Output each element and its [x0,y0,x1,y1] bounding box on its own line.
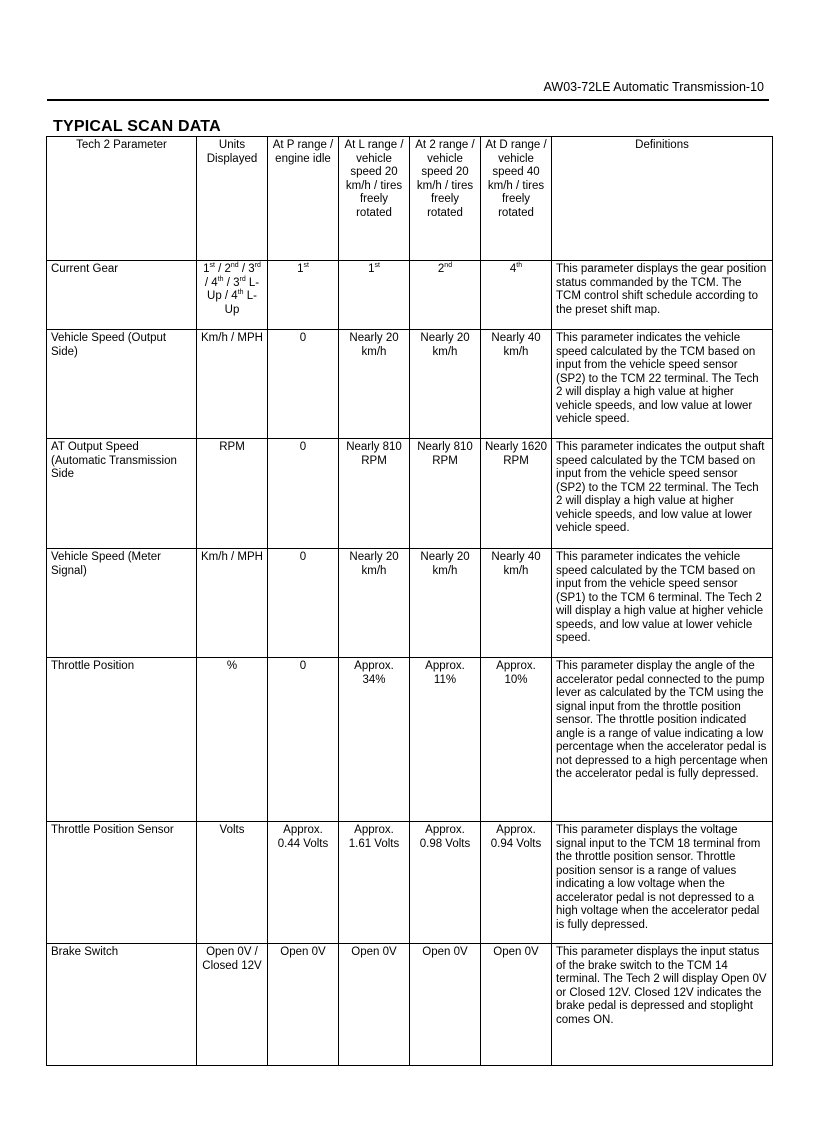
cell-2: Open 0V [410,944,481,1066]
col-header-definitions: Definitions [552,137,773,261]
col-header-2-range: At 2 range / vehicle speed 20 km/h / tires freely rotated [410,137,481,261]
cell-p: 0 [268,658,339,822]
cell-p: 0 [268,330,339,439]
cell-parameter: Vehicle Speed (Meter Signal) [47,549,197,658]
section-title: TYPICAL SCAN DATA [53,118,221,135]
table-row [47,822,773,944]
cell-parameter: Throttle Position Sensor [47,822,197,944]
cell-definition: This parameter displays the gear position status commanded by the TCM. The TCM control shift schedule according to the preset shift map. [552,261,773,330]
cell-d: Approx. 0.94 Volts [481,822,552,944]
cell-units: Km/h / MPH [197,330,268,439]
cell-l: 1st [339,261,410,330]
cell-2: Approx. 0.98 Volts [410,822,481,944]
cell-p: 1st [268,261,339,330]
cell-units: % [197,658,268,822]
table-row [47,549,773,658]
cell-2: Nearly 20 km/h [410,330,481,439]
cell-d: Approx. 10% [481,658,552,822]
cell-units: Open 0V / Closed 12V [197,944,268,1066]
cell-units: Km/h / MPH [197,549,268,658]
cell-p: Open 0V [268,944,339,1066]
cell-2: Nearly 810 RPM [410,439,481,549]
cell-units: 1st / 2nd / 3rd / 4th / 3rd L-Up / 4th L-Up [197,261,268,330]
cell-2: Approx. 11% [410,658,481,822]
table-header-row [47,137,773,261]
scan-data-table [46,136,773,1066]
table-row [47,944,773,1066]
table-row [47,330,773,439]
cell-parameter: Brake Switch [47,944,197,1066]
cell-2: 2nd [410,261,481,330]
cell-definition: This parameter displays the voltage signal input to the TCM 18 terminal from the throttle position sensor. Throttle position sensor is a range of values indicating a low voltage when the accelerator pedal is not depressed to a high voltage when the accelerator pedal is fully depressed. [552,822,773,944]
cell-l: Approx. 1.61 Volts [339,822,410,944]
cell-definition: This parameter indicates the output shaft speed calculated by the TCM based on input from the vehicle speed sensor (SP2) to the TCM 22 terminal. The Tech 2 will display a high value at higher vehicle speeds, and low value at lower vehicle speed. [552,439,773,549]
table-row [47,658,773,822]
cell-2: Nearly 20 km/h [410,549,481,658]
cell-l: Nearly 20 km/h [339,330,410,439]
cell-definition: This parameter displays the input status of the brake switch to the TCM 14 terminal. The Tech 2 will display Open 0V or Closed 12V. Closed 12V indicates the brake pedal is depressed and stoplight comes ON. [552,944,773,1066]
cell-p: 0 [268,549,339,658]
cell-parameter: AT Output Speed (Automatic Transmission Side [47,439,197,549]
cell-l: Nearly 20 km/h [339,549,410,658]
table-row [47,261,773,330]
cell-d: 4th [481,261,552,330]
col-header-d-range: At D range / vehicle speed 40 km/h / tires freely rotated [481,137,552,261]
table-row [47,439,773,549]
cell-d: Nearly 40 km/h [481,549,552,658]
header-rule [47,99,769,101]
cell-parameter: Throttle Position [47,658,197,822]
cell-parameter: Current Gear [47,261,197,330]
cell-definition: This parameter indicates the vehicle speed calculated by the TCM based on input from the vehicle speed sensor (SP2) to the TCM 22 terminal. The Tech 2 will display a high value at higher vehicle speeds, and low value at lower vehicle speed. [552,330,773,439]
col-header-l-range: At L range / vehicle speed 20 km/h / tires freely rotated [339,137,410,261]
cell-d: Nearly 1620 RPM [481,439,552,549]
cell-definition: This parameter indicates the vehicle speed calculated by the TCM based on input from the vehicle speed sensor (SP1) to the TCM 6 terminal. The Tech 2 will display a high value at higher vehicle speeds, and low value at lower vehicle speed. [552,549,773,658]
col-header-parameter: Tech 2 Parameter [47,137,197,261]
cell-units: Volts [197,822,268,944]
cell-definition: This parameter display the angle of the accelerator pedal connected to the pump lever as calculated by the TCM using the signal input from the throttle position sensor. The throttle position indicated angle is a range of value indicating a low percentage when the accelerator pedal is not depressed to a high percentage when the accelerator pedal is fully depressed. [552,658,773,822]
cell-parameter: Vehicle Speed (Output Side) [47,330,197,439]
cell-d: Open 0V [481,944,552,1066]
cell-p: Approx. 0.44 Volts [268,822,339,944]
col-header-p-range: At P range / engine idle [268,137,339,261]
cell-l: Nearly 810 RPM [339,439,410,549]
page-header: AW03-72LE Automatic Transmission-10 [543,80,764,94]
cell-l: Approx. 34% [339,658,410,822]
cell-p: 0 [268,439,339,549]
col-header-units: Units Displayed [197,137,268,261]
cell-units: RPM [197,439,268,549]
cell-l: Open 0V [339,944,410,1066]
cell-d: Nearly 40 km/h [481,330,552,439]
